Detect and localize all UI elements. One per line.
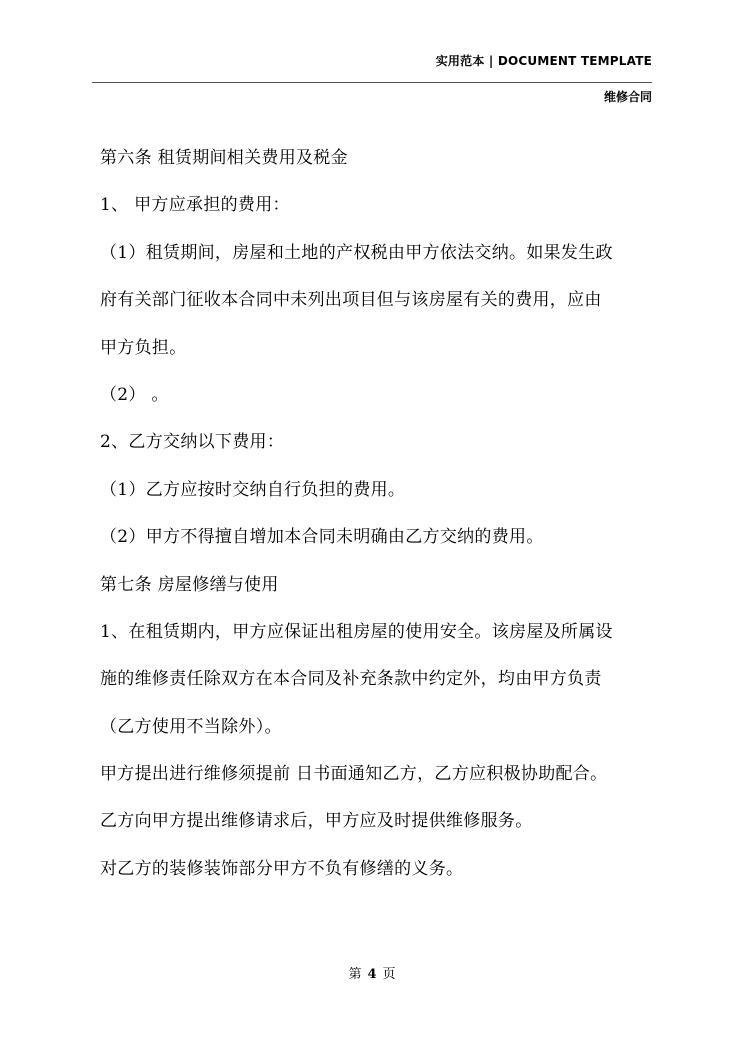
- paragraph-line: （1）租赁期间，房屋和土地的产权税由甲方依法交纳。如果发生政: [100, 242, 613, 263]
- header-divider: [92, 82, 652, 83]
- paragraph-line: 对乙方的装修装饰部分甲方不负有修缮的义务。: [100, 858, 464, 879]
- section-heading-article-6: 第六条 租赁期间相关费用及税金: [100, 148, 348, 168]
- document-body: [100, 146, 660, 904]
- paragraph-line: 施的维修责任除双方在本合同及补充条款中约定外，均由甲方负责: [100, 669, 602, 690]
- page-number: 4: [367, 967, 377, 982]
- paragraph-line: （1）乙方应按时交纳自行负担的费用。: [100, 479, 406, 500]
- paragraph-line: 甲方负担。: [100, 337, 187, 358]
- paragraph-line: （乙方使用不当除外）。: [100, 716, 282, 737]
- paragraph-line: 1、 甲方应承担的费用：: [100, 195, 290, 216]
- page-number-prefix: 第: [348, 967, 362, 982]
- paragraph-line: 甲方提出进行维修须提前 日书面通知乙方，乙方应积极协助配合。: [100, 764, 608, 785]
- paragraph-line: 2、乙方交纳以下费用：: [100, 432, 285, 453]
- paragraph-line: （2） 。: [100, 384, 169, 405]
- section-heading-article-7: 第七条 房屋修缮与使用: [100, 574, 279, 595]
- paragraph-line: （2）甲方不得擅自增加本合同未明确由乙方交纳的费用。: [100, 527, 544, 548]
- header-subtitle: 维修合同: [603, 90, 652, 104]
- page-footer: [0, 963, 744, 982]
- header-title: 实用范本 | DOCUMENT TEMPLATE: [435, 54, 652, 68]
- page-number-suffix: 页: [382, 967, 396, 982]
- paragraph-line: 府有关部门征收本合同中未列出项目但与该房屋有关的费用，应由: [100, 290, 602, 311]
- paragraph-line: 1、在租赁期内，甲方应保证出租房屋的使用安全。该房屋及所属设: [100, 621, 613, 642]
- paragraph-line: 乙方向甲方提出维修请求后，甲方应及时提供维修服务。: [100, 811, 533, 832]
